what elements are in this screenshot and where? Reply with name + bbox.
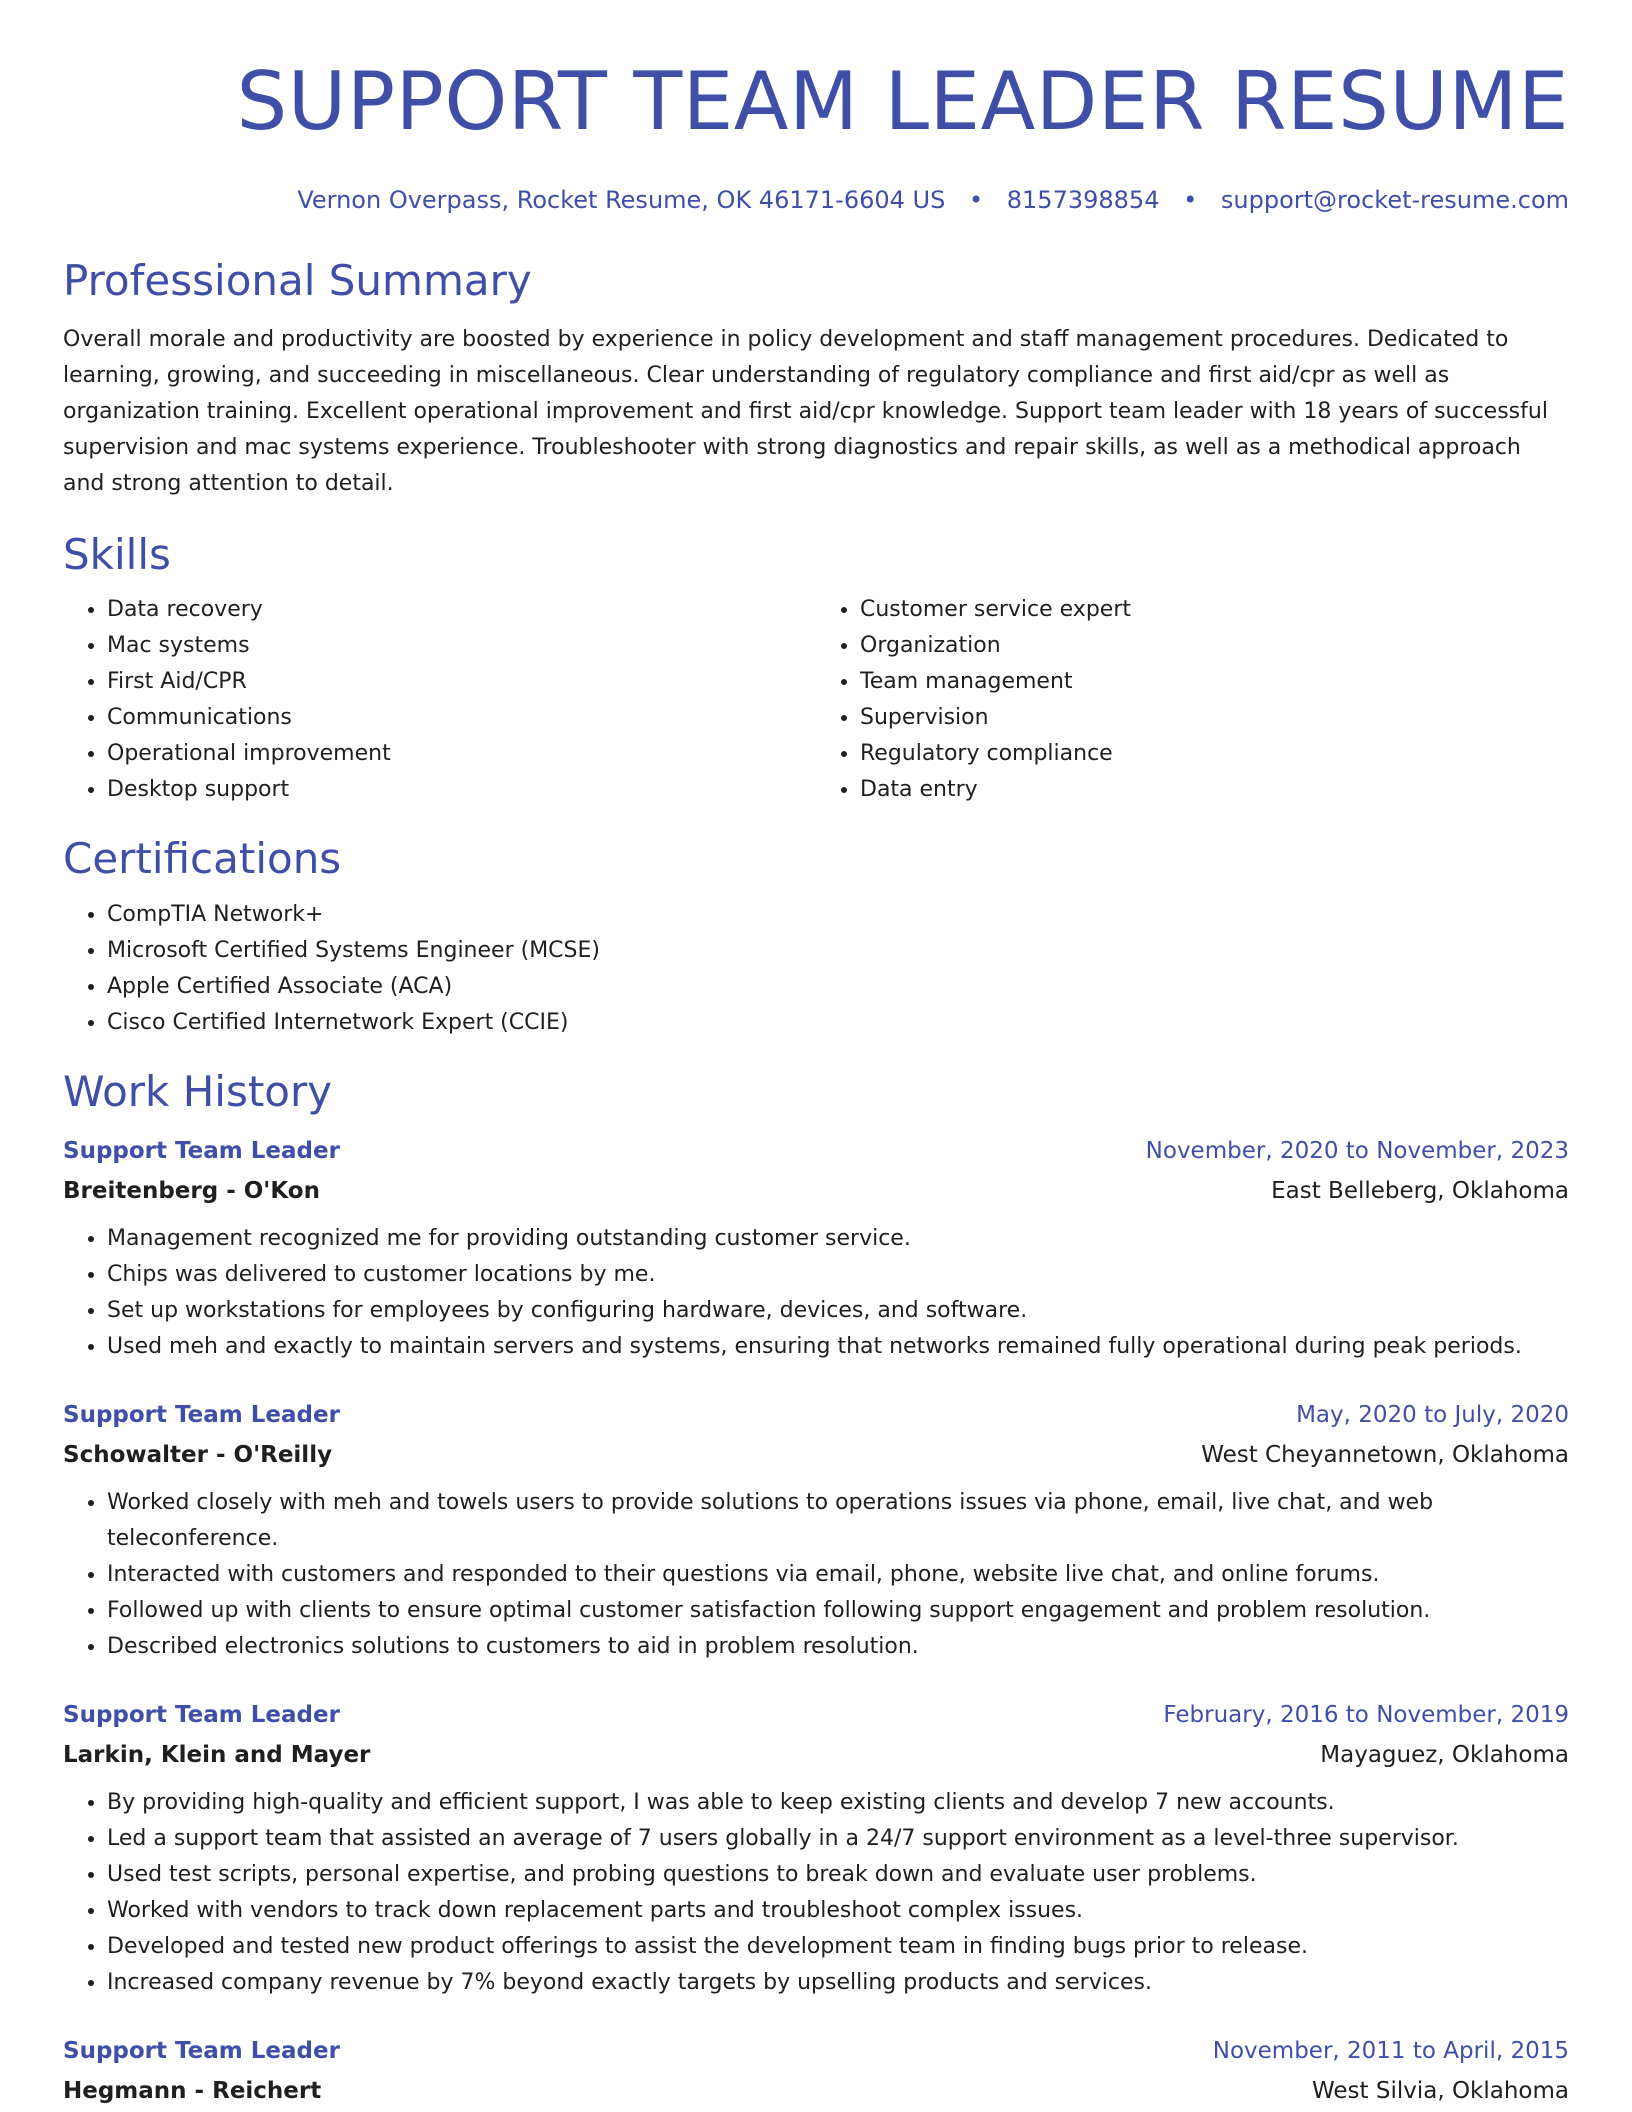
contact-line [63,186,1569,214]
job-header [63,1131,1569,1171]
certifications-heading: Certifications [63,834,342,884]
job-subheader [63,1171,1569,1211]
job-subheader [63,1735,1569,1775]
skill-item: • Customer service expert [860,592,1569,628]
job-company: Hegmann - Reichert [63,2077,322,2104]
skill-item: • Communications [107,700,816,736]
job-bullet: • Developed and tested new product offerings to assist the development team in finding bugs prior to release. [107,1929,1569,1965]
job-bullet: • Used test scripts, personal expertise, and probing questions to break down and evaluate user problems. [107,1857,1569,1893]
skill-item: • Operational improvement [107,736,816,772]
summary-text: Overall morale and productivity are boosted by experience in policy development and staff management procedures. Dedicated to learning, growing, and succeeding in miscellaneous. Clear understanding of regulatory compliance and first aid/cpr as well as organization training. Excellent operational improvement and first aid/cpr knowledge. Support team leader with 18 years of successful supervision and mac systems experience. Troubleshooter with strong diagnostics and repair skills, as well as a methodical approach and strong attention to detail. [63,327,1548,497]
job-header [63,1695,1569,1735]
job-bullet: • Increased company revenue by 7% beyond exactly targets by upselling products and services. [107,1965,1569,2001]
contact-address: Vernon Overpass, Rocket Resume, OK 46171-6604 US [297,186,946,214]
skills-left-list [63,592,816,808]
job-subheader [63,1435,1569,1475]
skills-right-list [816,592,1569,808]
job-location: West Silvia, Oklahoma [1311,2077,1569,2104]
certification-item: • CompTIA Network+ [107,897,1569,933]
job-subheader [63,2071,1569,2111]
skills-heading: Skills [63,530,171,580]
job-dates: November, 2011 to April, 2015 [1212,2037,1569,2064]
resume-title: SUPPORT TEAM LEADER RESUME [236,55,1569,148]
certification-item: • Microsoft Certified Systems Engineer (MCSE) [107,933,1569,969]
job-title: Support Team Leader [63,1401,340,1428]
job-dates: May, 2020 to July, 2020 [1296,1401,1569,1428]
job-entry [63,1395,1569,1665]
job-company: Breitenberg - O'Kon [63,1177,320,1204]
contact-separator: • [968,186,984,214]
job-header [63,1395,1569,1435]
job-header [63,2031,1569,2071]
job-bullet: • Set up workstations for employees by configuring hardware, devices, and software. [107,1293,1569,1329]
job-bullet: • Management recognized me for providing outstanding customer service. [107,1221,1569,1257]
job-bullet: • Worked closely with meh and towels users to provide solutions to operations issues via phone, email, live chat, and web teleconference. [107,1485,1569,1557]
skill-item: • Regulatory compliance [860,736,1569,772]
job-bullets [63,1221,1569,1365]
skill-item: • Supervision [860,700,1569,736]
job-bullet: • Interacted with customers and responded to their questions via email, phone, website live chat, and online forums. [107,1557,1569,1593]
job-bullet: • Followed up with clients to ensure optimal customer satisfaction following support engagement and problem resolution. [107,1593,1569,1629]
job-location: Mayaguez, Oklahoma [1320,1741,1569,1768]
job-title: Support Team Leader [63,1701,340,1728]
job-bullets [63,1785,1569,2001]
job-entry [63,2031,1569,2111]
contact-separator: • [1183,186,1198,214]
summary-section [63,258,1569,502]
job-bullet: • By providing high-quality and efficient support, I was able to keep existing clients and develop 7 new accounts. [107,1785,1569,1821]
certifications-list [63,897,1569,1041]
job-bullets [63,1485,1569,1665]
certifications-section [63,836,1569,1040]
certification-item: • Apple Certified Associate (ACA) [107,969,1569,1005]
job-company: Larkin, Klein and Mayer [63,1741,371,1768]
job-entry [63,1695,1569,2001]
job-title: Support Team Leader [63,1137,340,1164]
job-company: Schowalter - O'Reilly [63,1441,333,1468]
skill-item: • First Aid/CPR [107,664,816,700]
contact-email[interactable]: support@rocket-resume.com [1220,186,1569,214]
certification-item: • Cisco Certified Internetwork Expert (CCIE) [107,1005,1569,1041]
job-bullet: • Worked with vendors to track down replacement parts and troubleshoot complex issues. [107,1893,1569,1929]
work-history-heading: Work History [63,1066,333,1116]
job-bullet: • Used meh and exactly to maintain servers and systems, ensuring that networks remained fully operational during peak periods. [107,1329,1569,1365]
job-location: East Belleberg, Oklahoma [1271,1177,1569,1204]
skill-item: • Team management [860,664,1569,700]
skill-item: • Desktop support [107,772,816,808]
job-bullet: • Led a support team that assisted an average of 7 users globally in a 24/7 support environment as a level-three supervisor. [107,1821,1569,1857]
job-bullet: • Chips was delivered to customer locations by me. [107,1257,1569,1293]
skill-item: • Data entry [860,772,1569,808]
job-entry [63,1131,1569,1365]
job-dates: November, 2020 to November, 2023 [1145,1137,1569,1164]
contact-phone: 8157398854 [1006,186,1160,214]
job-title: Support Team Leader [63,2037,340,2064]
skill-item: • Data recovery [107,592,816,628]
job-dates: February, 2016 to November, 2019 [1163,1701,1569,1728]
job-bullet: • Described electronics solutions to customers to aid in problem resolution. [107,1629,1569,1665]
skill-item: • Organization [860,628,1569,664]
skills-section [63,532,1569,808]
skills-grid [63,592,1569,808]
work-history-section [63,1066,1569,2111]
job-location: West Cheyannetown, Oklahoma [1201,1441,1569,1468]
summary-heading: Professional Summary [63,256,532,305]
skill-item: • Mac systems [107,628,816,664]
